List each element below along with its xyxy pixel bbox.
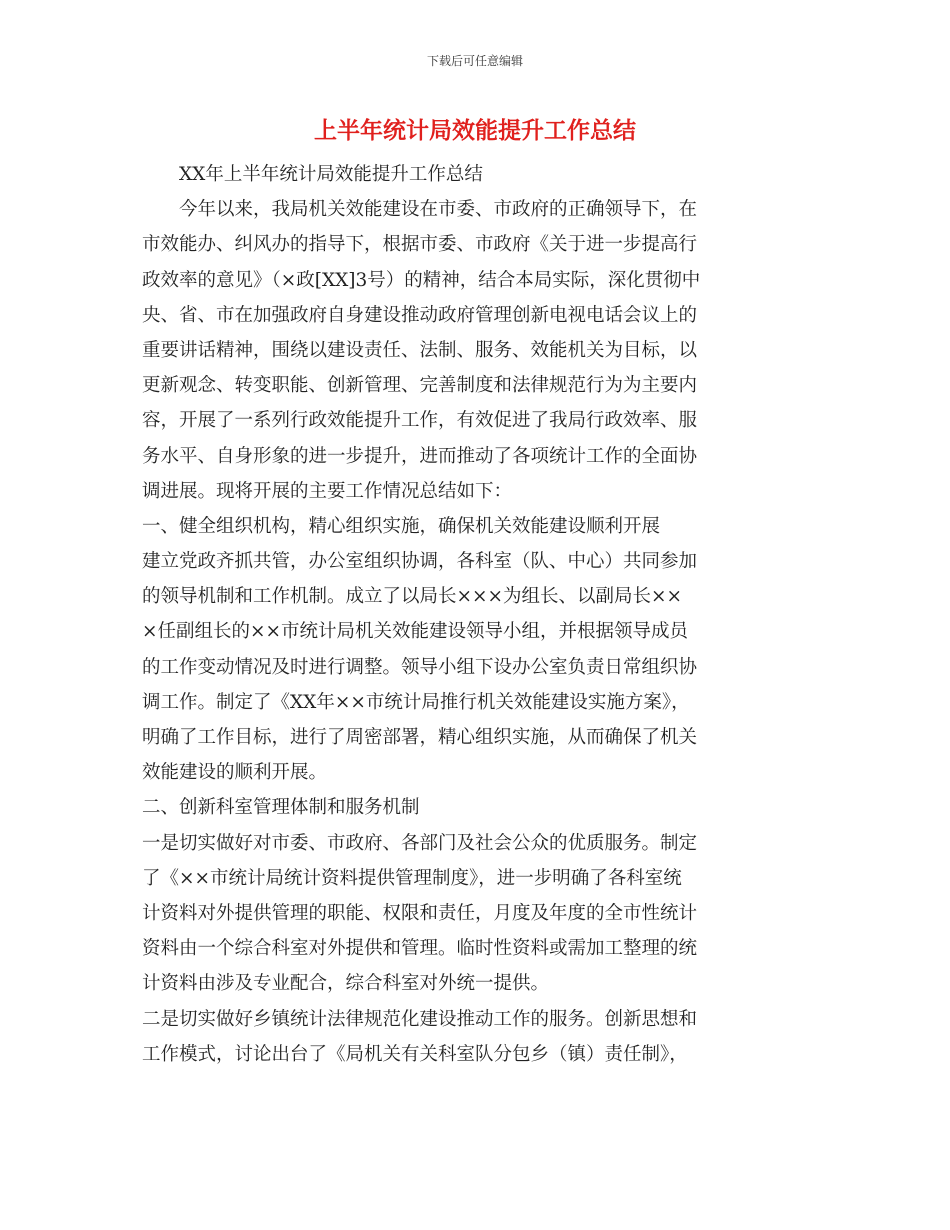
text-line: 市效能办、纠风办的指导下，根据市委、市政府《关于进一步提高行 — [142, 234, 698, 256]
text-line: ×任副组长的××市统计局机关效能建设领导小组，并根据领导成员 — [142, 621, 689, 643]
text-line: 今年以来，我局机关效能建设在市委、市政府的正确领导下，在 — [142, 199, 698, 221]
document-title: 上半年统计局效能提升工作总结 — [314, 118, 636, 144]
text-line: 计资料对外提供管理的职能、权限和责任，月度及年度的全市性统计 — [142, 902, 698, 924]
text-line: 重要讲话精神，围绕以建设责任、法制、服务、效能机关为目标，以 — [142, 339, 698, 361]
text-line: 的领导机制和工作机制。成立了以局长×××为组长、以副局长×× — [142, 586, 683, 608]
page-header: 下载后可任意编辑 — [426, 54, 523, 68]
text-line: 了《××市统计局统计资料提供管理制度》，进一步明确了各科室统 — [142, 867, 682, 889]
text-line: 央、省、市在加强政府自身建设推动政府管理创新电视电话会议上的 — [142, 304, 698, 326]
document-body — [142, 157, 802, 1072]
text-line: 一是切实做好对市委、市政府、各部门及社会公众的优质服务。制定 — [142, 832, 698, 854]
text-line: 容，开展了一系列行政效能提升工作，有效促进了我局行政效率、服 — [142, 410, 698, 432]
text-line: XX年上半年统计局效能提升工作总结 — [142, 164, 483, 185]
text-line: 效能建设的顺利开展。 — [142, 762, 328, 784]
text-line: 调进展。现将开展的主要工作情况总结如下： — [142, 480, 513, 502]
text-line: 一、健全组织机构，精心组织实施，确保机关效能建设顺利开展 — [142, 515, 661, 537]
text-line: 政效率的意见》（×政[XX]3号）的精神，结合本局实际，深化贯彻中 — [142, 269, 701, 291]
text-line: 工作模式，讨论出台了《局机关有关科室队分包乡（镇）责任制》， — [142, 1043, 688, 1065]
text-line: 资料由一个综合科室对外提供和管理。临时性资料或需加工整理的统 — [142, 938, 698, 960]
text-line: 建立党政齐抓共管，办公室组织协调，各科室（队、中心）共同参加 — [142, 551, 698, 573]
text-line: 调工作。制定了《XX年××市统计局推行机关效能建设实施方案》， — [142, 691, 690, 713]
text-line: 二、创新科室管理体制和服务机制 — [142, 797, 420, 819]
text-line: 明确了工作目标，进行了周密部署，精心组织实施，从而确保了机关 — [142, 727, 698, 748]
text-line: 计资料由涉及专业配合，综合科室对外统一提供。 — [142, 973, 550, 995]
text-line: 的工作变动情况及时进行调整。领导小组下设办公室负责日常组织协 — [142, 656, 698, 678]
text-line: 更新观念、转变职能、创新管理、完善制度和法律规范行为为主要内 — [142, 375, 698, 397]
text-line: 二是切实做好乡镇统计法律规范化建设推动工作的服务。创新思想和 — [142, 1008, 698, 1030]
text-line: 务水平、自身形象的进一步提升，进而推动了各项统计工作的全面协 — [142, 445, 698, 467]
